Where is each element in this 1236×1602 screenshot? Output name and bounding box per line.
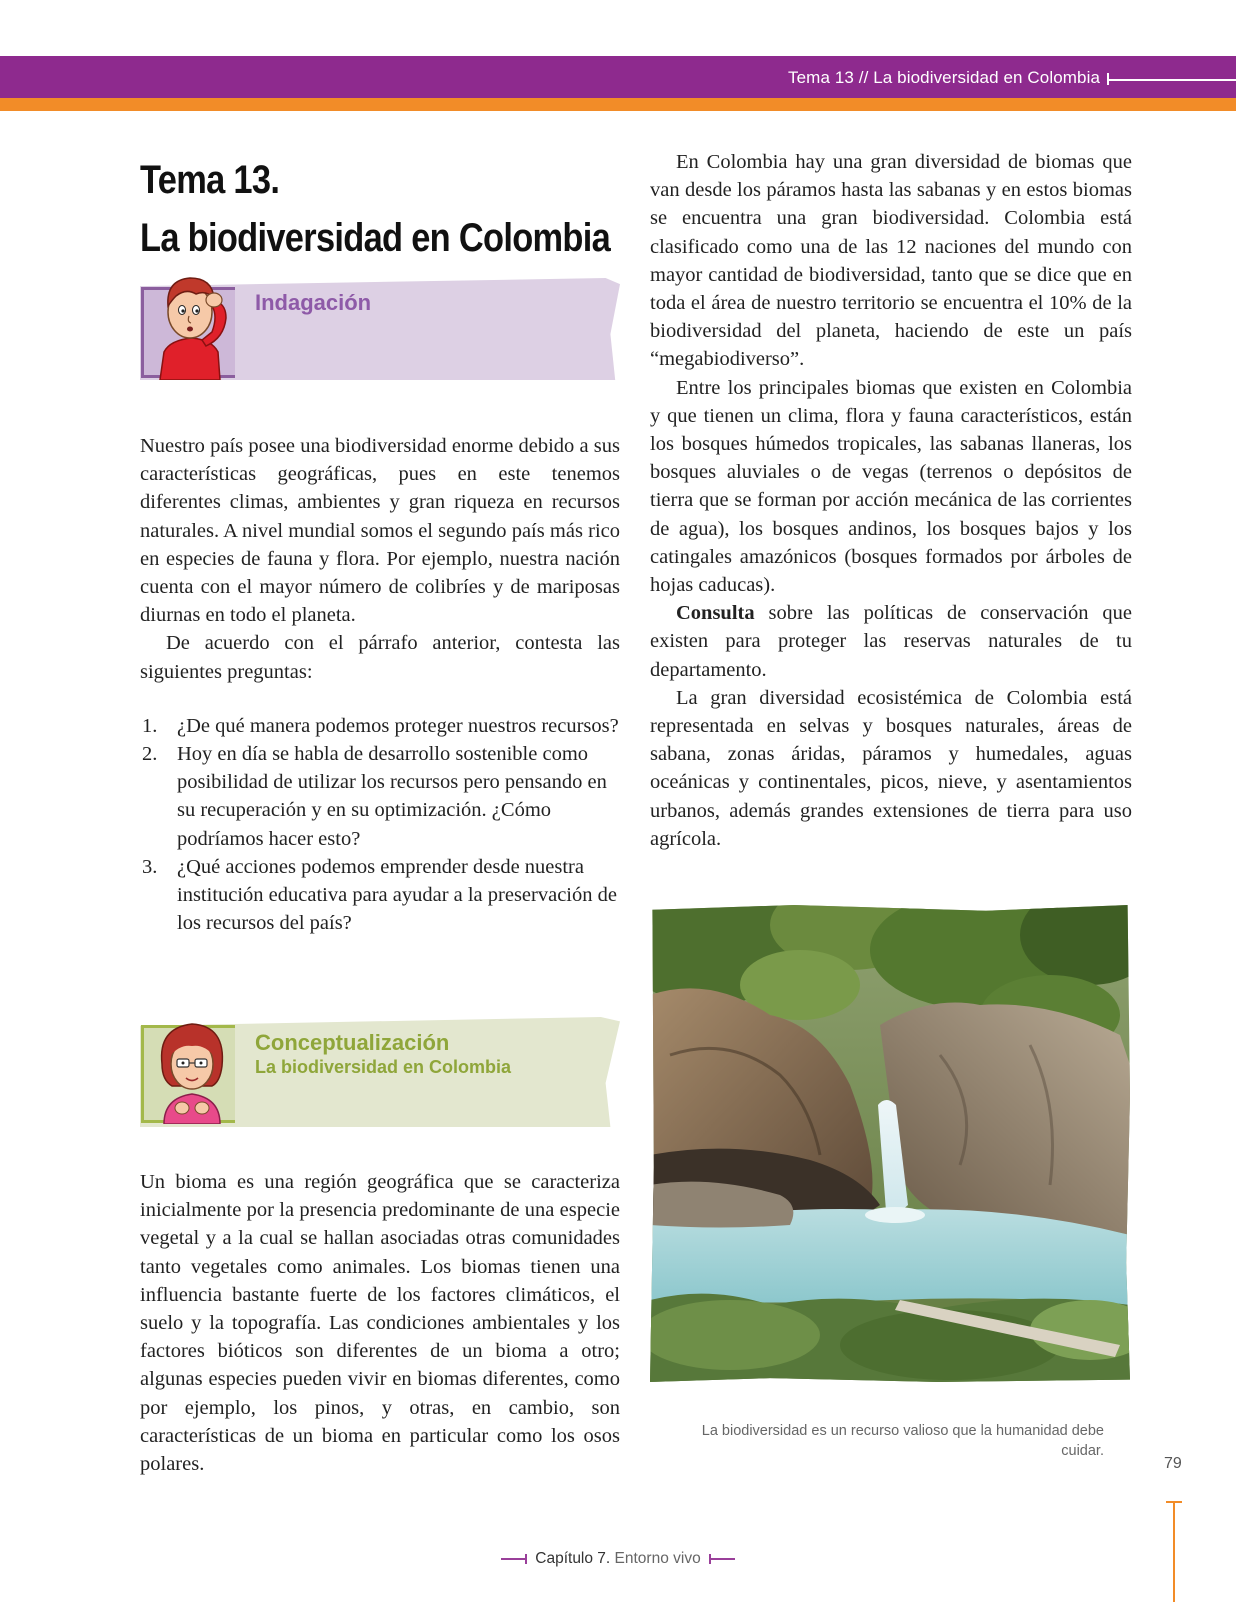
question-list (140, 712, 620, 938)
question-number: 1. (142, 714, 158, 737)
page-title-number: Tema 13. (140, 158, 280, 202)
conceptualizacion-subtitle: La biodiversidad en Colombia (255, 1057, 512, 1077)
page-title: La biodiversidad en Colombia (140, 216, 611, 260)
footer-chapter: Capítulo 7. (535, 1550, 611, 1567)
footer-rule-left (501, 1558, 527, 1560)
running-header: Tema 13 // La biodiversidad en Colombia (788, 68, 1100, 87)
consulta-keyword: Consulta (676, 602, 755, 625)
question-number: 2. (142, 743, 158, 766)
indagacion-text (140, 432, 620, 937)
paragraph-principales-biomas: Entre los principales biomas que existen en Colombia y que tienen un clima, flora y fauna característicos, están los bosques húmedos tropicales, las sabanas llaneras, los bosques aluviales o de vegas (terrenos o depósitos de tierra que se forman por acción mecánica de las corrientes de agua), los bosques andinos, los bosques bajos y los catingales amazónicos (bosques formados por árboles de hojas caducas). (650, 376, 1132, 597)
question-item (140, 853, 620, 938)
conceptualizacion-text (140, 1168, 620, 1478)
right-column-text (650, 148, 1132, 853)
photo-caption: La biodiversidad es un recurso valioso que la humanidad debe cuidar. (701, 1423, 1104, 1459)
teacher-girl-icon (148, 1012, 240, 1124)
waterfall-photo (650, 905, 1130, 1382)
paragraph-consulta (650, 599, 1132, 684)
question-item (140, 712, 620, 740)
header-rule (1108, 79, 1236, 81)
header-accent-stripe (0, 98, 1236, 111)
footer-subject: Entorno vivo (614, 1550, 701, 1567)
consulta-text: sobre las políticas de conservación que existen para proteger las reservas naturales de tu departamento. (650, 602, 1132, 681)
question-text: ¿Qué acciones podemos emprender desde nuestra institución educativa para ayudar a la preservación de los recursos del país? (177, 855, 617, 935)
indagacion-instruction: De acuerdo con el párrafo anterior, contesta las siguientes preguntas: (140, 632, 620, 683)
indagacion-label: Indagación (255, 290, 372, 315)
paragraph-diversidad-ecosistemica: La gran diversidad ecosistémica de Colombia está representada en selvas y bosques naturales, áreas de sabana, zonas áridas, páramos y humedales, aguas oceánicas y continentales, picos, nieve, y asentamientos urbanos, además grandes extensiones de tierra para uso agrícola. (650, 686, 1132, 850)
question-number: 3. (142, 855, 158, 878)
waterfall-landscape-image (650, 905, 1130, 1382)
paragraph-biomas: En Colombia hay una gran diversidad de biomas que van desde los páramos hasta las sabanas y en estos biomas se encuentra una gran biodiversidad. Colombia está clasificado como una de las 12 naciones del mundo con mayor cantidad de biodiversidad, tanto que se dice que en toda el área de nuestro territorio se encuentra el 10% de la biodiversidad del planeta, haciendo de este un país “megabiodiverso”. (650, 151, 1132, 371)
page-number: 79 (1164, 1455, 1182, 1472)
thinking-boy-icon (146, 272, 242, 380)
chapter-footer (0, 1550, 1236, 1568)
question-text: Hoy en día se habla de desarrollo sostenible como posibilidad de utilizar los recursos pero pensando en su recuperación y en su optimización. ¿Cómo podríamos hacer esto? (177, 743, 607, 850)
footer-rule-right (709, 1558, 735, 1560)
indagacion-paragraph: Nuestro país posee una biodiversidad enorme debido a sus características geográficas, pues en este tenemos diferentes climas, ambientes y gran riqueza en recursos naturales. A nivel mundial somos el segundo país más rico en especies de fauna y flora. Por ejemplo, nuestra nación cuenta con el mayor número de colibríes y de mariposas diurnas en todo el planeta. (140, 435, 620, 627)
question-text: ¿De qué manera podemos proteger nuestros recursos? (177, 714, 619, 737)
question-item (140, 740, 620, 853)
conceptualizacion-paragraph: Un bioma es una región geográfica que se caracteriza inicialmente por la presencia predominante de una especie vegetal y a la cual se hallan asociadas otras comunidades tanto vegetales como animales. Los biomas tienen una influencia bastante fuerte de los factores climáticos, el suelo y la topografía. Las condiciones ambientales y los factores bióticos son diferentes de un bioma a otro; algunas especies pueden vivir en biomas diferentes, como por ejemplo, los pinos, y otras, en cambio, son características de un bioma en particular como los osos polares. (140, 1171, 620, 1476)
conceptualizacion-label: Conceptualización (255, 1030, 450, 1055)
